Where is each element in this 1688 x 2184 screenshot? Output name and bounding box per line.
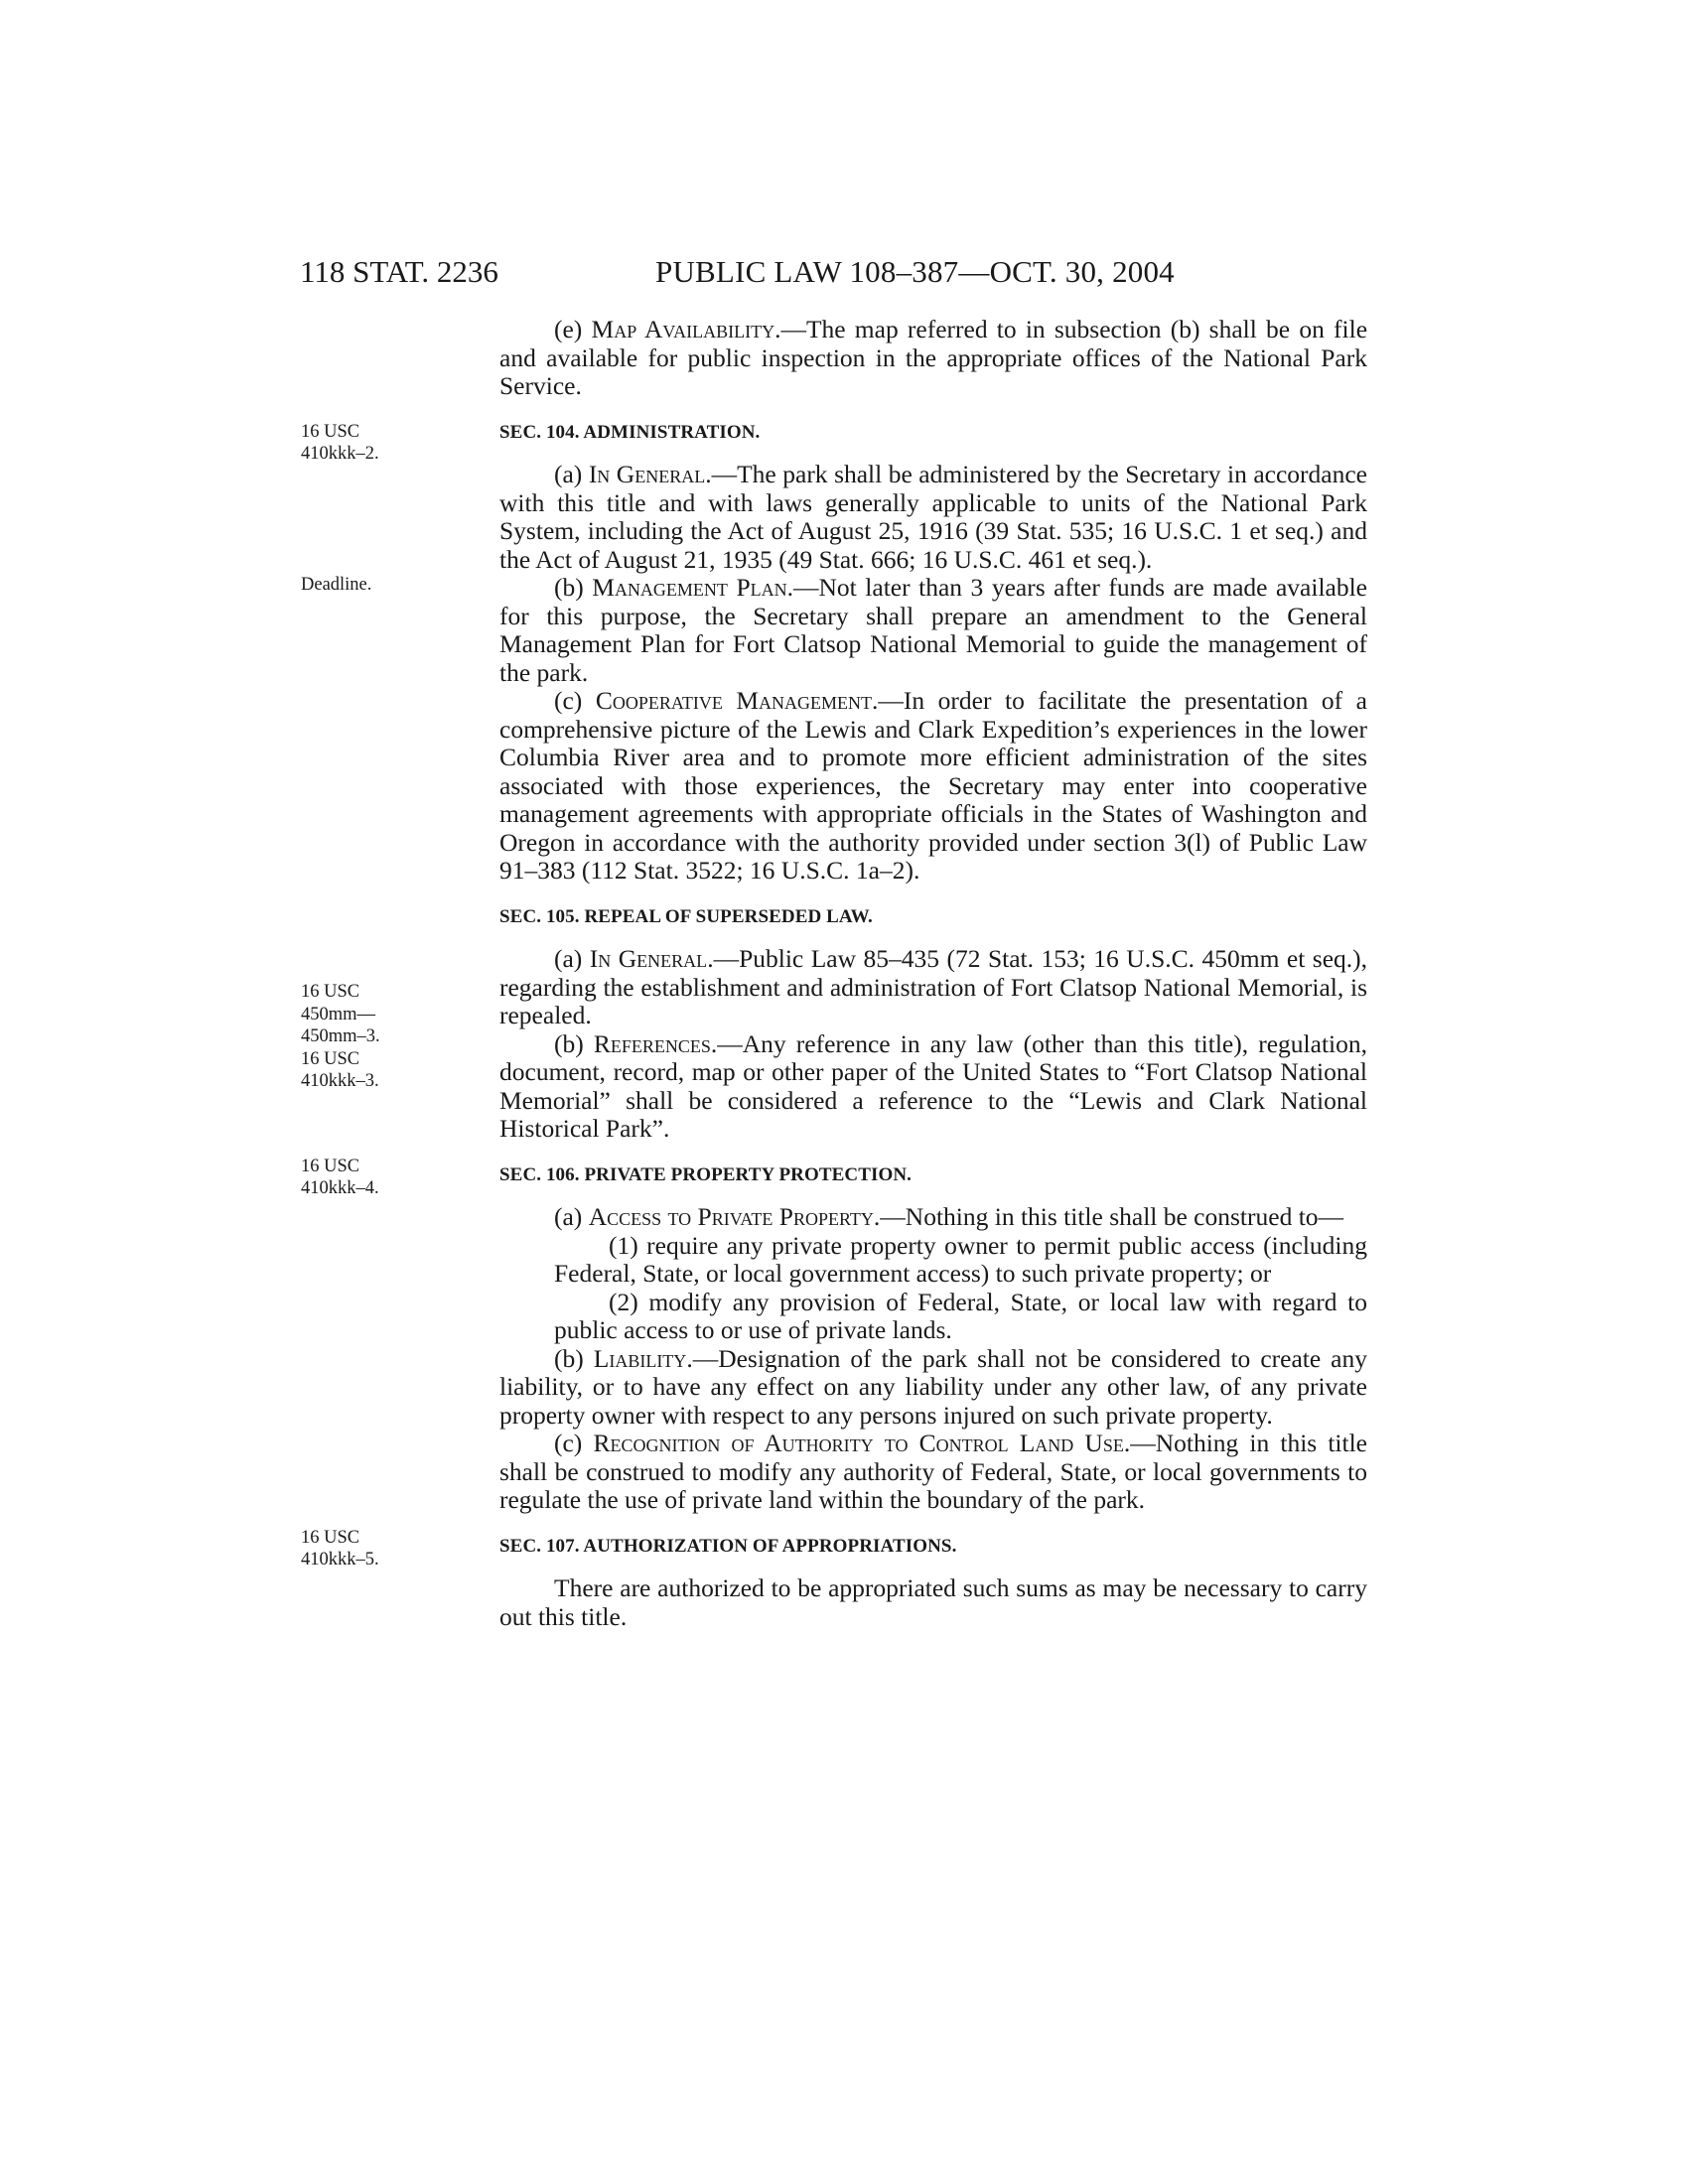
subsection-e-map-availability: (e) Map Availability.—The map referred to in subsection (b) shall be on file and available for public inspection in the appropriate offices of the National Park Service.: [499, 315, 1368, 400]
page-header: [300, 252, 1367, 292]
section-106-c: (c) Recognition of Authority to Control Land Use.—Nothing in this title shall be construed to modify any authority of Federal, State, or local governments to regulate the use of private land within the boundary of the park.: [499, 1429, 1367, 1514]
subsection-text: Designation of the park shall not be considered to create any liability, or to have any effect on any liability under any other law, of any private property owner with respect to any persons injured on such private property.: [499, 1343, 1367, 1430]
margin-note-deadline: Deadline.: [301, 575, 372, 595]
subsection-heading: Access to Private Property: [588, 1202, 874, 1231]
subsection-heading: Liability: [593, 1343, 687, 1373]
section-105-a: 16 USC 450mm— 450mm–3. 16 USC 410kkk–3. (a) In General.—Public Law 85–435 (72 Stat. 153; 16 U.S.C. 450mm et seq.), regarding the establishment and administration of Fort Clatsop National Memorial, is repealed.: [301, 944, 1368, 1091]
subsection-text: Not later than 3 years after funds are made available for this purpose, the Secretary shall prepare an amendment to the General Management Plan for Fort Clatsop National Memorial to guide the management of the park.: [499, 573, 1368, 687]
subsection-heading: Cooperative Management: [595, 686, 873, 715]
margin-note-usc-104: 16 USC 410kkk–2.: [301, 421, 379, 464]
subsection-heading: References: [593, 1028, 711, 1058]
section-106-a-item-2: (2) modify any provision of Federal, State, or local law with regard to public access to or use of private lands.: [554, 1287, 1367, 1344]
subsection-heading: In General: [588, 460, 706, 488]
section-106-b: (b) Liability.—Designation of the park shall not be considered to create any liability, or to have any effect on any liability under any other law, of any private property owner with respect to any persons injured on such private property.: [499, 1343, 1367, 1430]
section-105-b: (b) References.—Any reference in any law (other than this title), regulation, document, record, map or other paper of the United States to “Fort Clatsop National Memorial” shall be considered a reference to the “Lewis and Clark National Historical Park”.: [499, 1028, 1367, 1143]
subsection-text: In order to facilitate the presentation of a comprehensive picture of the Lewis and Clark Expedition’s experiences in the lower Columbia River area and to promote more efficient administration of the sites associated with those experiences, the Secretary may enter into cooperative management agreements with appropriate officials in the States of Washington and Oregon in accordance with the authority provided under section 3(l) of Public Law 91–383 (112 Stat. 3522; 16 U.S.C. 1a–2).: [499, 686, 1367, 885]
section-106-a: (a) Access to Private Property.—Nothing in this title shall be construed to—: [554, 1202, 1344, 1231]
statute-reference: 118 STAT. 2236: [300, 254, 498, 289]
subsection-text: Nothing in this title shall be construed to—: [905, 1202, 1344, 1231]
subsection-text: Any reference in any law (other than this title), regulation, document, record, map or other paper of the United States to “Fort Clatsop National Memorial” shall be considered a reference to the “Lewis and Clark National Historical Park”.: [499, 1028, 1367, 1143]
document-body: [301, 315, 1368, 1631]
section-106-a-item-1: (1) require any private property owner to permit public access (including Federal, State, or local government access) to such private property; or: [554, 1230, 1367, 1288]
section-104-a: (a) In General.—The park shall be administered by the Secretary in accordance with this title and with laws generally applicable to units of the National Park System, including the Act of August 25, 1916 (39 Stat. 535; 16 U.S.C. 1 et seq.) and the Act of August 21, 1935 (49 Stat. 666; 16 U.S.C. 461 et seq.).: [499, 460, 1367, 574]
section-104-c: (c) Cooperative Management.—In order to facilitate the presentation of a comprehensive picture of the Lewis and Clark Expedition’s experiences in the lower Columbia River area and to promote more efficient administration of the sites associated with those experiences, the Secretary may enter into cooperative management agreements with appropriate officials in the States of Washington and Oregon in accordance with the authority provided under section 3(l) of Public Law 91–383 (112 Stat. 3522; 16 U.S.C. 1a–2).: [499, 686, 1367, 885]
subsection-text: The map referred to in subsection (b) shall be on file and available for public inspection in the appropriate offices of the National Park Service.: [499, 315, 1368, 400]
subsection-heading: Map Availability: [591, 315, 775, 343]
subsection-text: The park shall be administered by the Secretary in accordance with this title and with laws generally applicable to units of the National Park System, including the Act of August 25, 1916 (39 Stat. 535; 16 U.S.C. 1 et seq.) and the Act of August 21, 1935 (49 Stat. 666; 16 U.S.C. 461 et seq.).: [499, 460, 1367, 574]
margin-note-usc-107: 16 USC 410kkk–5.: [301, 1527, 379, 1570]
section-107-heading: SEC. 107. AUTHORIZATION OF APPROPRIATIONS. 16 USC 410kkk–5.: [301, 1527, 957, 1570]
section-104-heading: SEC. 104. ADMINISTRATION. 16 USC 410kkk–2.: [301, 421, 761, 464]
section-106-heading: SEC. 106. PRIVATE PROPERTY PROTECTION. 16 USC 410kkk–4.: [301, 1156, 913, 1198]
subsection-heading: In General: [589, 944, 708, 973]
section-107-text: There are authorized to be appropriated such sums as may be necessary to carry out this title.: [499, 1573, 1367, 1631]
subsection-text: Nothing in this title shall be construed to modify any authority of Federal, State, or local governments to regulate the use of private land within the boundary of the park.: [499, 1429, 1367, 1514]
subsection-heading: Management Plan: [592, 573, 787, 602]
margin-note-usc-106: 16 USC 410kkk–4.: [301, 1156, 379, 1198]
subsection-heading: Recognition of Authority to Control Land Use: [593, 1429, 1124, 1457]
subsection-text: Public Law 85–435 (72 Stat. 153; 16 U.S.C. 450mm et seq.), regarding the establishment and administration of Fort Clatsop National Memorial, is repealed.: [499, 944, 1368, 1029]
public-law-reference: PUBLIC LAW 108–387—OCT. 30, 2004: [655, 254, 1175, 289]
section-104-b: Deadline. (b) Management Plan.—Not later than 3 years after funds are made available for this purpose, the Secretary shall prepare an amendment to the General Management Plan for Fort Clatsop National Memorial to guide the management of the park.: [301, 573, 1368, 687]
section-105-heading: SEC. 105. REPEAL OF SUPERSEDED LAW.: [499, 905, 873, 927]
margin-note-usc-105: 16 USC 450mm— 450mm–3. 16 USC 410kkk–3.: [301, 982, 380, 1091]
